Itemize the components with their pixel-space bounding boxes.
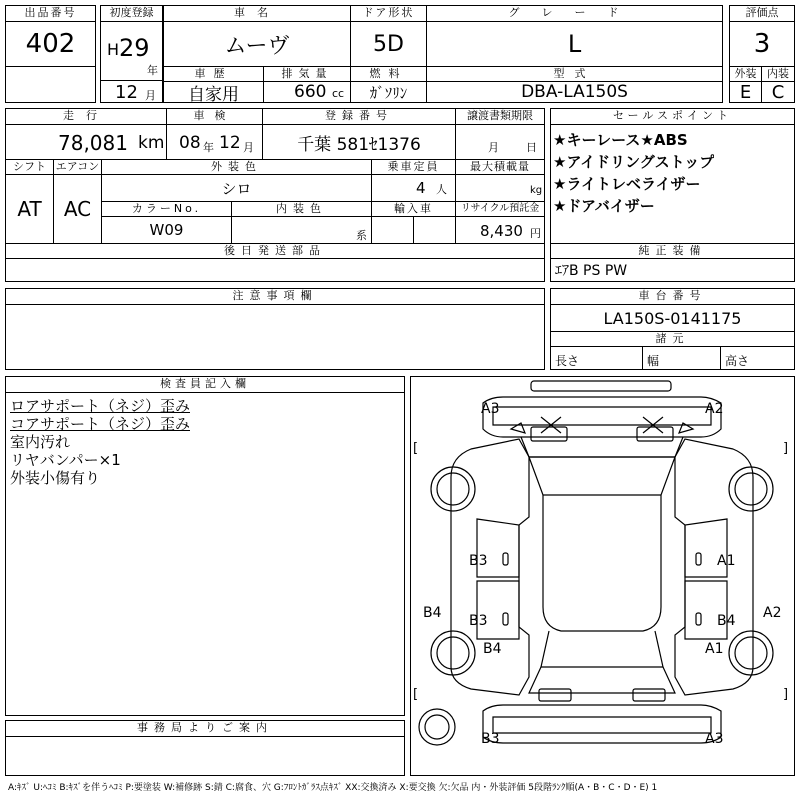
- length-cell: [551, 347, 643, 369]
- equipment-label: 純正装備: [551, 243, 794, 259]
- capacity-unit: 人: [436, 183, 447, 196]
- car-name-label: 車名: [164, 6, 351, 22]
- fuel-value: ｶﾞｿﾘﾝ: [351, 82, 427, 102]
- inspection-month-unit: 月: [243, 141, 254, 154]
- lot-number-label: 出品番号: [6, 6, 95, 22]
- lot-number-box: [5, 5, 96, 103]
- lot-number-blank: [6, 66, 95, 102]
- interior-score: C: [771, 82, 785, 102]
- wheel-front-left: [431, 467, 475, 511]
- later-parts-value: [6, 259, 544, 281]
- color-no-label: カラーNo.: [102, 201, 232, 217]
- height-label: 高さ: [725, 354, 750, 368]
- displacement-unit: cc: [332, 87, 345, 100]
- transfer-cell: [456, 125, 544, 159]
- car-diagram-svg: [411, 377, 794, 775]
- year-unit: 年: [147, 64, 158, 77]
- door-value: 5D: [351, 22, 427, 66]
- selling-point-2: ★アイドリングストップ: [553, 153, 715, 171]
- front-grill-left: [531, 427, 567, 441]
- mark-b3-front-door-left: B3: [469, 553, 488, 569]
- inspector-line-5: 外装小傷有り: [10, 469, 101, 487]
- score-label: 評価点: [730, 6, 794, 22]
- inspector-line-3: 室内汚れ: [10, 433, 71, 451]
- width-label: 幅: [647, 354, 660, 368]
- load-label: 最大積載量: [456, 159, 544, 175]
- car-diagram: [410, 376, 795, 776]
- length-label: 長さ: [555, 354, 580, 368]
- inspection-month: 12: [219, 133, 241, 153]
- mark-a2-front-right: A2: [705, 401, 724, 417]
- inspection-year-unit: 年: [203, 141, 214, 154]
- int-color-label: 内装色: [232, 201, 372, 217]
- int-color-unit: 系: [356, 229, 367, 242]
- rear-bumper-right-lamp: [633, 689, 665, 701]
- score-box: [729, 5, 795, 103]
- first-reg-box: [100, 5, 163, 103]
- model-value: DBA-LA150S: [521, 82, 628, 102]
- mileage-label: 走行: [6, 109, 167, 125]
- door-label: ドア形状: [351, 6, 427, 22]
- displacement-cell: [264, 82, 351, 102]
- rear-bumper: [483, 705, 721, 743]
- bracket-right-1: ]: [783, 441, 789, 456]
- mark-a2-right-side: A2: [763, 605, 782, 621]
- inspector-line-2: コアサポート（ネジ）歪み: [10, 415, 191, 433]
- mileage-cell: [6, 125, 167, 159]
- displacement-value: 660: [294, 82, 327, 102]
- capacity-cell: [372, 175, 456, 201]
- transfer-month-unit: 月: [488, 141, 499, 154]
- chassis-value: LA150S-0141175: [603, 308, 742, 328]
- height-cell: [721, 347, 794, 369]
- selling-point-3: ★ライトレベライザー: [553, 175, 701, 193]
- windshield: [529, 457, 675, 495]
- later-parts-label: 後日発送部品: [6, 243, 544, 259]
- front-bumper-inner: [493, 407, 711, 425]
- inspection-year: 08: [179, 133, 201, 153]
- recycle-cell: [456, 217, 544, 243]
- hood: [521, 437, 683, 457]
- mark-a1-front-door-right: A1: [717, 553, 736, 569]
- mark-a3-rear-bumper-right: A3: [705, 731, 724, 747]
- history-label: 車歴: [164, 66, 264, 82]
- door-rear-left: [477, 581, 519, 639]
- mark-a3-front-left: A3: [481, 401, 500, 417]
- dims-label: 諸元: [551, 331, 794, 347]
- recycle-value: 8,430: [480, 222, 523, 240]
- selling-point-4: ★ドアバイザー: [553, 197, 655, 215]
- recycle-label: リサイクル預託金: [456, 201, 544, 217]
- bracket-right-2: ]: [783, 687, 789, 702]
- era-value: H: [107, 40, 120, 59]
- interior-label: 内装: [762, 66, 794, 82]
- notes-label: 注意事項欄: [6, 289, 544, 305]
- shift-value: AT: [6, 175, 54, 243]
- selling-point-1: ★キーレース★ABS: [553, 131, 688, 149]
- inspector-line-4: リヤバンパー×1: [10, 451, 121, 469]
- bracket-left-2: [: [413, 687, 419, 702]
- ac-value: AC: [54, 175, 102, 243]
- model-label: 型式: [427, 66, 722, 82]
- exterior-score: E: [730, 82, 762, 102]
- capacity-label: 乗車定員: [372, 159, 456, 175]
- office-box: [5, 720, 405, 776]
- vehicle-header-box: [163, 5, 723, 103]
- lot-number-value: 402: [25, 29, 76, 59]
- color-no-value: W09: [102, 217, 232, 243]
- mark-b4-rear-door-right: B4: [717, 613, 736, 629]
- import-label: 輸入車: [372, 201, 456, 217]
- history-value: 自家用: [164, 82, 264, 102]
- year-value: 29: [119, 34, 150, 62]
- bracket-left-1: [: [413, 441, 419, 456]
- selling-points-label: セールスポイント: [551, 109, 794, 125]
- transfer-label: 譲渡書類期限: [456, 109, 544, 125]
- rear-window: [541, 631, 663, 667]
- grade-value: L: [567, 30, 582, 58]
- grade-label: グレード: [427, 6, 722, 22]
- office-label: 事務局よりご案内: [6, 721, 404, 737]
- inspection-cell: [167, 125, 263, 159]
- mileage-value: 78,081: [58, 131, 128, 155]
- reg-no-label: 登録番号: [263, 109, 456, 125]
- shift-label: シフト: [6, 159, 54, 175]
- ac-label: エアコン: [54, 159, 102, 175]
- inspector-label: 検査員記入欄: [6, 377, 404, 393]
- import-cell-2: [414, 217, 456, 243]
- capacity-value: 4: [416, 179, 426, 197]
- load-unit: kg: [530, 185, 543, 196]
- mark-b4-rear-left: B4: [483, 641, 502, 657]
- mileage-unit: km: [138, 133, 165, 153]
- equipment-value: ｴｱB PS PW: [555, 263, 628, 279]
- first-reg-label: 初度登録: [101, 6, 162, 22]
- reg-no-value: 千葉 581ｾ1376: [263, 125, 456, 159]
- mark-a1-rear-right: A1: [705, 641, 724, 657]
- import-cell-1: [372, 217, 414, 243]
- inspector-box: [5, 376, 405, 716]
- recycle-unit: 円: [530, 227, 541, 240]
- front-grill-right: [637, 427, 673, 441]
- selling-points-box: [550, 108, 795, 282]
- mark-b3-rear-bumper-left: B3: [481, 731, 500, 747]
- roof: [543, 495, 661, 631]
- notes-box: [5, 288, 545, 370]
- width-cell: [643, 347, 721, 369]
- details-box: [5, 108, 545, 282]
- score-value: 3: [753, 29, 771, 59]
- door-rear-right: [685, 581, 727, 639]
- color-label: 外装色: [102, 159, 372, 175]
- mark-b4-left-side: B4: [423, 605, 442, 621]
- color-value: シロ: [102, 175, 372, 201]
- chassis-label: 車台番号: [551, 289, 794, 305]
- displacement-label: 排気量: [264, 66, 351, 82]
- inspection-label: 車検: [167, 109, 263, 125]
- month-value: 12: [115, 82, 138, 102]
- car-name-value: ムーヴ: [164, 22, 351, 66]
- exterior-label: 外装: [730, 66, 762, 82]
- month-cell: [101, 80, 162, 102]
- fuel-label: 燃料: [351, 66, 427, 82]
- month-unit: 月: [145, 89, 156, 102]
- transfer-day-unit: 日: [526, 141, 537, 154]
- legend-text: A:ｷｽﾞ U:ﾍｺﾐ B:ｷｽﾞを伴うﾍｺﾐ P:要塗装 W:補修跡 S:錆 C:腐食、穴 G:ﾌﾛﾝﾄｶﾞﾗｽ点ｷｽﾞ XX:交換済み X:要交換 欠:欠品 内・外装評価 5段階ﾗﾝｸ順(A・B・C・D・E) 1: [8, 783, 658, 793]
- load-cell: [456, 175, 544, 201]
- inspector-line-1: ロアサポート（ネジ）歪み: [10, 397, 191, 415]
- int-color-cell: [232, 217, 372, 243]
- mark-b3-rear-door-left: B3: [469, 613, 488, 629]
- top-strip: [531, 381, 671, 391]
- chassis-box: [550, 288, 795, 370]
- rear-bumper-left-lamp: [539, 689, 571, 701]
